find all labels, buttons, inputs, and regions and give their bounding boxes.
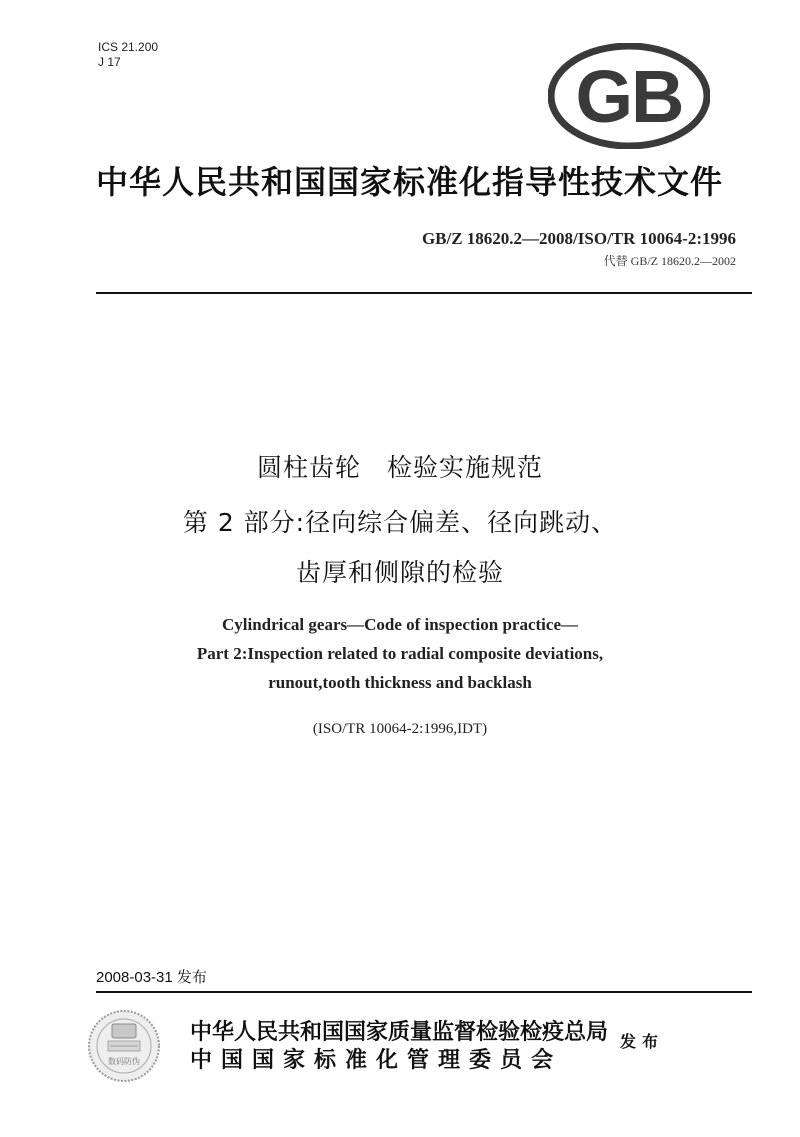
- english-title-line-3: runout,tooth thickness and backlash: [268, 673, 532, 692]
- issuer-line-1: 中华人民共和国国家质量监督检验检疫总局: [190, 1020, 609, 1045]
- stamp-text: 数码防伪: [108, 1057, 140, 1066]
- equivalence-note: (ISO/TR 10064-2:1996,IDT): [312, 721, 488, 737]
- classification-codes: [98, 40, 158, 70]
- footer-divider: [96, 991, 752, 993]
- chinese-title-line-1: 圆柱齿轮 检验实施规范: [256, 453, 543, 482]
- organization-title: 中华人民共和国国家标准化指导性技术文件: [96, 163, 724, 201]
- issuer-line-2: 中国国家标准化管理委员会: [190, 1048, 563, 1073]
- issue-label: 发布: [620, 1032, 665, 1051]
- standard-number: GB/Z 18620.2—2008/ISO/TR 10064-2:1996: [421, 229, 736, 248]
- replaces-standard: 代替 GB/Z 18620.2—2002: [603, 254, 736, 268]
- chinese-title-line-3: 齿厚和侧隙的检验: [295, 558, 504, 587]
- english-title-line-2: Part 2:Inspection related to radial composite deviations,: [196, 644, 604, 663]
- ccs-code: J 17: [98, 55, 121, 69]
- english-title-line-1: Cylindrical gears—Code of inspection practice—: [221, 615, 578, 634]
- anti-counterfeit-stamp-icon: [86, 1008, 162, 1084]
- svg-text:GB: GB: [575, 55, 683, 138]
- ics-code: ICS 21.200: [98, 40, 159, 54]
- publish-date: 2008-03-31 发布: [96, 969, 207, 986]
- gb-logo-icon: [548, 43, 710, 149]
- chinese-title-line-2: 第 2 部分:径向综合偏差、径向跳动、: [182, 508, 618, 537]
- header-divider: [96, 292, 752, 294]
